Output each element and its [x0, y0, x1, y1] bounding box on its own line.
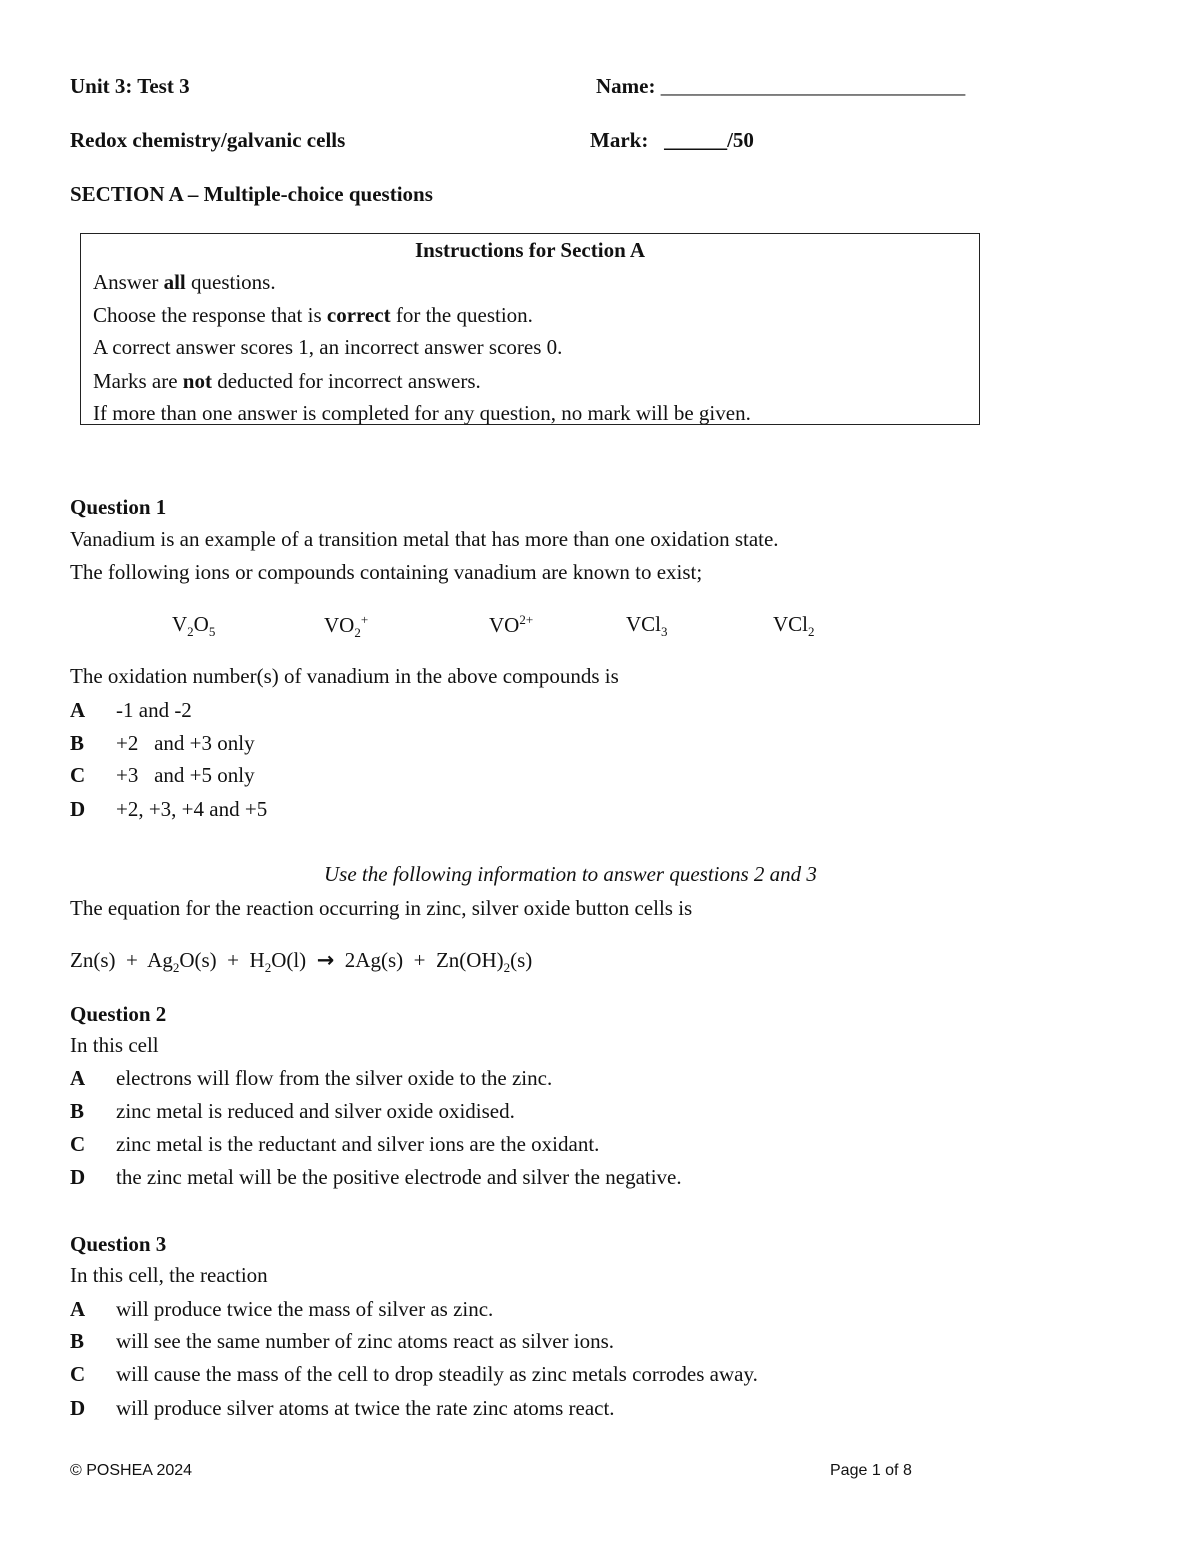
instruction-text: deducted for incorrect answers. [211, 369, 481, 393]
instructions-title: Instructions for Section A [414, 238, 646, 262]
question-1-option-b [70, 727, 255, 760]
formula-vo2-plus: $VO_2^+$ [324, 612, 369, 641]
question-2-option-d [70, 1161, 682, 1194]
question-1-option-c [70, 759, 255, 792]
instruction-line-1 [93, 270, 276, 295]
question-1-title: Question 1 [70, 495, 167, 519]
option-letter: A [70, 1297, 86, 1321]
option-text: +2 and +3 only [116, 731, 255, 755]
option-text: +2, +3, +4 and +5 [116, 797, 268, 821]
name-blank: _____________________________ [660, 74, 966, 98]
question-3-title: Question 3 [70, 1232, 167, 1256]
formula-vcl3: VCl$_3$ [626, 612, 668, 640]
option-letter: C [70, 1132, 86, 1156]
mark-value: ______/50 [664, 128, 754, 152]
option-letter: C [70, 763, 86, 787]
option-letter: D [70, 797, 86, 821]
instruction-emphasis: correct [326, 303, 391, 327]
option-text: will produce twice the mass of silver as zinc. [116, 1297, 494, 1321]
option-text: zinc metal is reduced and silver oxide oxidised. [116, 1099, 515, 1123]
instruction-text: Answer [93, 270, 164, 294]
instruction-text: Choose the response that is [93, 303, 327, 327]
option-letter: D [70, 1396, 86, 1420]
instruction-line-3: A correct answer scores 1, an incorrect answer scores 0. [93, 335, 563, 359]
instruction-text: questions. [185, 270, 276, 294]
question-1-option-a [70, 694, 192, 727]
section-heading: SECTION A – Multiple-choice questions [70, 182, 433, 206]
instruction-line-5: If more than one answer is completed for any question, no mark will be given. [93, 401, 751, 425]
formula-vo-2plus: $VO^{2+}$ [489, 612, 534, 637]
info-note: Use the following information to answer questions 2 and 3 [324, 862, 817, 886]
option-letter: B [70, 1099, 85, 1123]
option-text: will see the same number of zinc atoms react as silver ions. [116, 1329, 615, 1353]
instruction-text: Marks are [93, 369, 183, 393]
question-3-option-b [70, 1325, 614, 1358]
question-1-option-d [70, 793, 267, 826]
reaction-equation: $Zn(s) + Ag_2O(s) + H_2O(l) \to 2Ag(s) + Zn(OH)_2(s)$ [70, 948, 533, 976]
option-letter: B [70, 731, 85, 755]
mark-field [590, 128, 754, 153]
question-1-prompt: The oxidation number(s) of vanadium in the above compounds is [70, 664, 619, 688]
question-2-option-a [70, 1062, 552, 1095]
name-field [596, 74, 965, 99]
instruction-emphasis: all [163, 270, 186, 294]
option-text: will cause the mass of the cell to drop steadily as zinc metals corrodes away. [116, 1362, 758, 1386]
instruction-line-2 [93, 303, 533, 328]
question-2-title: Question 2 [70, 1002, 167, 1026]
question-2-option-b [70, 1095, 515, 1128]
formula-v2o5: $V_2O_5$ [172, 612, 216, 640]
name-label: Name: [596, 74, 656, 98]
instructions-box [80, 233, 980, 425]
option-text: +3 and +5 only [116, 763, 255, 787]
instruction-line-4 [93, 369, 481, 394]
option-text: will produce silver atoms at twice the rate zinc atoms react. [116, 1396, 615, 1420]
option-text: the zinc metal will be the positive electrode and silver the negative. [116, 1165, 682, 1189]
footer-copyright: © POSHEA 2024 [70, 1462, 193, 1479]
topic-title: Redox chemistry/galvanic cells [70, 128, 346, 152]
question-3-option-d [70, 1392, 615, 1425]
option-letter: B [70, 1329, 85, 1353]
option-letter: D [70, 1165, 86, 1189]
reaction-arrow-icon: → [316, 948, 335, 972]
unit-title: Unit 3: Test 3 [70, 74, 190, 98]
question-3-option-c [70, 1358, 758, 1391]
option-text: -1 and -2 [116, 698, 192, 722]
question-2-option-c [70, 1128, 599, 1161]
question-2-prompt: In this cell [70, 1033, 159, 1057]
footer-page-number: Page 1 of 8 [830, 1462, 912, 1479]
option-text: zinc metal is the reductant and silver ions are the oxidant. [116, 1132, 600, 1156]
instruction-emphasis: not [182, 369, 212, 393]
question-1-text-2: The following ions or compounds containing vanadium are known to exist; [70, 560, 703, 584]
option-letter: A [70, 1066, 86, 1090]
question-3-option-a [70, 1293, 493, 1326]
option-text: electrons will flow from the silver oxide to the zinc. [116, 1066, 553, 1090]
formula-vcl2: VCl$_2$ [773, 612, 815, 640]
option-letter: A [70, 698, 86, 722]
question-3-prompt: In this cell, the reaction [70, 1263, 268, 1287]
info-text: The equation for the reaction occurring in zinc, silver oxide button cells is [70, 896, 693, 920]
question-1-text-1: Vanadium is an example of a transition metal that has more than one oxidation state. [70, 527, 779, 551]
instruction-text: for the question. [390, 303, 533, 327]
option-letter: C [70, 1362, 86, 1386]
mark-label: Mark: [590, 128, 649, 152]
